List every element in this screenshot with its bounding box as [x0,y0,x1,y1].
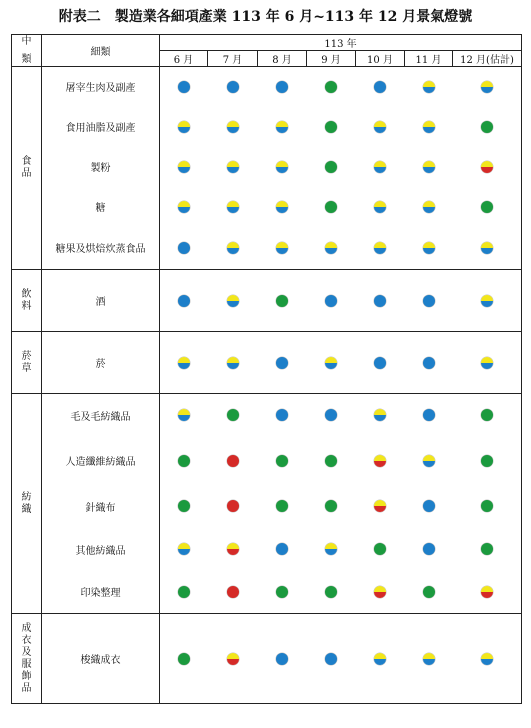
signal-cell [405,270,453,332]
signal-cell [160,67,208,107]
month-header: 12 月(估計) [453,51,522,67]
signal-light-green [276,500,288,512]
signal-cell [208,227,258,270]
signal-light-yellow-blue [276,161,288,173]
signal-light-green [227,409,239,421]
signal-cell [405,437,453,485]
signal-cell [405,485,453,528]
signal-cell [356,528,405,571]
item-name: 印染整理 [42,571,160,614]
signal-cell [356,107,405,147]
signal-cell [160,614,208,704]
page-title: 附表二 製造業各細項產業 113 年 6 月~113 年 12 月景氣燈號 [58,9,473,25]
signal-light-green [325,81,337,93]
table-row [12,332,522,394]
table-row [12,437,522,485]
month-header: 9 月 [307,51,356,67]
item-name: 製粉 [42,147,160,187]
category-cell [12,614,42,704]
signal-cell [160,270,208,332]
item-name: 糖 [42,187,160,227]
signal-light-green [481,543,493,555]
signal-light-yellow-blue [423,201,435,213]
signal-cell [307,614,356,704]
signal-light-yellow-blue [374,161,386,173]
signal-cell [356,614,405,704]
signal-cell [208,571,258,614]
signal-light-blue [227,81,239,93]
table-row [12,528,522,571]
signal-cell [356,571,405,614]
signal-light-yellow-blue [178,121,190,133]
signal-light-blue [178,295,190,307]
signal-cell [453,67,522,107]
signal-light-green [481,500,493,512]
signal-light-yellow-blue [276,201,288,213]
category-char: 服 [21,658,32,670]
signal-light-yellow-blue [227,357,239,369]
month-header: 8 月 [258,51,307,67]
signal-cell [453,528,522,571]
signal-light-yellow-blue [374,409,386,421]
signal-cell [405,67,453,107]
item-name: 菸 [42,332,160,394]
table-row [12,270,522,332]
category-char: 草 [21,362,32,374]
category-char: 料 [21,300,32,312]
signal-cell [453,614,522,704]
signal-cell [258,485,307,528]
signal-light-green [481,455,493,467]
signal-light-green [178,455,190,467]
signal-cell [258,107,307,147]
signal-cell [405,107,453,147]
signal-cell [307,485,356,528]
signal-cell [453,437,522,485]
signal-cell [307,147,356,187]
signal-light-blue [423,295,435,307]
signal-light-yellow-blue [423,242,435,254]
signal-light-yellow-blue [423,455,435,467]
item-name: 屠宰生肉及副產 [42,67,160,107]
signal-light-red [227,500,239,512]
signal-cell [453,107,522,147]
signal-cell [258,437,307,485]
signal-light-yellow-blue [481,295,493,307]
table-row [12,187,522,227]
signal-light-yellow-blue [227,295,239,307]
signal-cell [258,614,307,704]
signal-cell [208,394,258,437]
signal-cell [356,270,405,332]
signal-light-yellow-blue [178,409,190,421]
signal-light-blue [423,409,435,421]
signal-cell [356,394,405,437]
category-char: 菸 [21,350,32,362]
category-cell [12,394,42,614]
signal-light-green [481,409,493,421]
signal-light-green [325,121,337,133]
signal-cell [453,270,522,332]
signal-light-blue [423,543,435,555]
signal-cell [258,528,307,571]
signal-light-yellow-blue [227,121,239,133]
signal-light-yellow-blue [227,201,239,213]
signal-cell [258,571,307,614]
item-header: 細類 [42,35,160,67]
signal-light-blue [178,242,190,254]
signal-light-blue [276,409,288,421]
signal-cell [160,528,208,571]
signal-cell [405,227,453,270]
signal-light-yellow-blue [325,242,337,254]
signal-cell [307,437,356,485]
signal-cell [258,270,307,332]
signal-cell [258,187,307,227]
signal-cell [160,227,208,270]
category-cell [12,332,42,394]
table-row [12,67,522,107]
category-group [12,394,522,614]
signal-light-yellow-red [374,455,386,467]
signal-light-blue [325,653,337,665]
item-name: 針織布 [42,485,160,528]
month-header: 10 月 [356,51,405,67]
signal-light-yellow-blue [481,653,493,665]
signal-cell [160,147,208,187]
signal-cell [405,394,453,437]
category-char: 食 [21,156,32,167]
signal-cell [208,614,258,704]
signal-cell [453,332,522,394]
category-cell [12,270,42,332]
category-group [12,67,522,270]
signal-cell [208,147,258,187]
signal-light-yellow-red [374,586,386,598]
item-name: 毛及毛紡織品 [42,394,160,437]
signal-light-yellow-blue [481,357,493,369]
signal-light-red [227,586,239,598]
signal-cell [208,437,258,485]
signal-cell [160,332,208,394]
signal-light-blue [423,500,435,512]
signal-light-blue [374,357,386,369]
signal-cell [307,332,356,394]
category-header-line: 類 [21,53,32,65]
signal-cell [208,270,258,332]
category-group [12,270,522,332]
item-name: 其他紡織品 [42,528,160,571]
category-group [12,332,522,394]
signal-light-green [178,586,190,598]
signal-light-green [481,121,493,133]
signal-light-yellow-blue [178,543,190,555]
signal-light-blue [276,357,288,369]
signal-cell [356,485,405,528]
signal-light-green [276,295,288,307]
signal-light-green [481,201,493,213]
signal-light-green [178,500,190,512]
signal-light-green [325,500,337,512]
signal-light-yellow-blue [325,543,337,555]
category-header [12,35,42,67]
signal-light-yellow-red [227,543,239,555]
signal-light-blue [325,409,337,421]
signal-cell [405,147,453,187]
category-cell [12,67,42,270]
signal-light-green [325,201,337,213]
signal-light-blue [276,81,288,93]
signal-light-yellow-blue [374,242,386,254]
table-row [12,147,522,187]
signal-light-yellow-blue [374,121,386,133]
signal-light-yellow-blue [178,357,190,369]
signal-cell [453,187,522,227]
signal-light-yellow-blue [481,81,493,93]
signal-cell [307,107,356,147]
item-name: 梭織成衣 [42,614,160,704]
signal-cell [405,187,453,227]
signal-light-yellow-blue [374,653,386,665]
year-header: 113 年 [160,35,522,51]
signal-light-yellow-blue [227,161,239,173]
signal-light-green [325,586,337,598]
signal-cell [405,332,453,394]
signal-light-yellow-red [374,500,386,512]
signal-cell [356,187,405,227]
category-char: 成 [21,622,32,634]
signal-cell [208,67,258,107]
signal-cell [307,571,356,614]
signal-cell [405,528,453,571]
table-row [12,485,522,528]
signal-cell [356,437,405,485]
signal-cell [453,227,522,270]
signal-light-yellow-blue [227,242,239,254]
signal-cell [160,187,208,227]
signal-cell [356,67,405,107]
item-name: 人造纖維紡織品 [42,437,160,485]
signal-light-blue [374,295,386,307]
signal-light-yellow-red [227,653,239,665]
item-name: 糖果及烘焙炊蒸食品 [42,227,160,270]
signal-light-green [374,543,386,555]
signal-cell [160,485,208,528]
category-char: 飾 [21,670,32,682]
signal-table [11,34,522,704]
signal-cell [208,485,258,528]
signal-cell [453,394,522,437]
table-row [12,394,522,437]
signal-light-yellow-red [481,161,493,173]
signal-light-blue [276,653,288,665]
signal-light-blue [178,81,190,93]
category-char: 品 [21,168,32,179]
category-char: 織 [21,503,32,515]
signal-light-yellow-blue [423,81,435,93]
signal-light-yellow-blue [276,242,288,254]
signal-cell [453,147,522,187]
category-char: 及 [21,646,32,658]
signal-light-green [423,586,435,598]
signal-cell [356,227,405,270]
category-char: 飲 [21,288,32,300]
signal-cell [307,528,356,571]
signal-light-blue [423,357,435,369]
signal-cell [307,67,356,107]
signal-light-yellow-blue [374,201,386,213]
signal-light-yellow-blue [423,653,435,665]
month-header: 6 月 [160,51,208,67]
signal-cell [307,227,356,270]
category-char: 紡 [21,491,32,503]
signal-light-green [325,455,337,467]
signal-cell [258,227,307,270]
signal-light-yellow-blue [178,161,190,173]
signal-cell [307,270,356,332]
signal-light-blue [325,295,337,307]
signal-cell [307,187,356,227]
signal-cell [258,394,307,437]
signal-cell [160,571,208,614]
month-header: 7 月 [208,51,258,67]
signal-light-yellow-blue [481,242,493,254]
table-row [12,571,522,614]
category-group [12,614,522,704]
signal-light-green [325,161,337,173]
signal-light-red [227,455,239,467]
signal-light-yellow-blue [423,121,435,133]
signal-cell [258,332,307,394]
item-name: 食用油脂及副產 [42,107,160,147]
signal-light-yellow-blue [423,161,435,173]
signal-cell [160,394,208,437]
signal-light-yellow-red [481,586,493,598]
table-row [12,614,522,704]
signal-cell [208,107,258,147]
signal-cell [160,107,208,147]
category-char: 品 [21,682,32,694]
signal-cell [453,485,522,528]
signal-cell [258,67,307,107]
signal-light-blue [276,543,288,555]
signal-cell [405,571,453,614]
signal-cell [405,614,453,704]
signal-cell [307,394,356,437]
signal-cell [160,437,208,485]
signal-cell [208,187,258,227]
signal-light-yellow-blue [178,201,190,213]
signal-light-green [276,455,288,467]
category-char: 衣 [21,634,32,646]
signal-cell [453,571,522,614]
signal-light-green [178,653,190,665]
signal-light-blue [374,81,386,93]
signal-cell [258,147,307,187]
table-row [12,227,522,270]
signal-cell [356,147,405,187]
signal-light-yellow-blue [325,357,337,369]
table-row [12,107,522,147]
signal-cell [208,332,258,394]
signal-light-green [276,586,288,598]
month-header: 11 月 [405,51,453,67]
signal-cell [208,528,258,571]
category-header-line: 中 [21,35,32,47]
signal-light-yellow-blue [276,121,288,133]
item-name: 酒 [42,270,160,332]
signal-cell [356,332,405,394]
